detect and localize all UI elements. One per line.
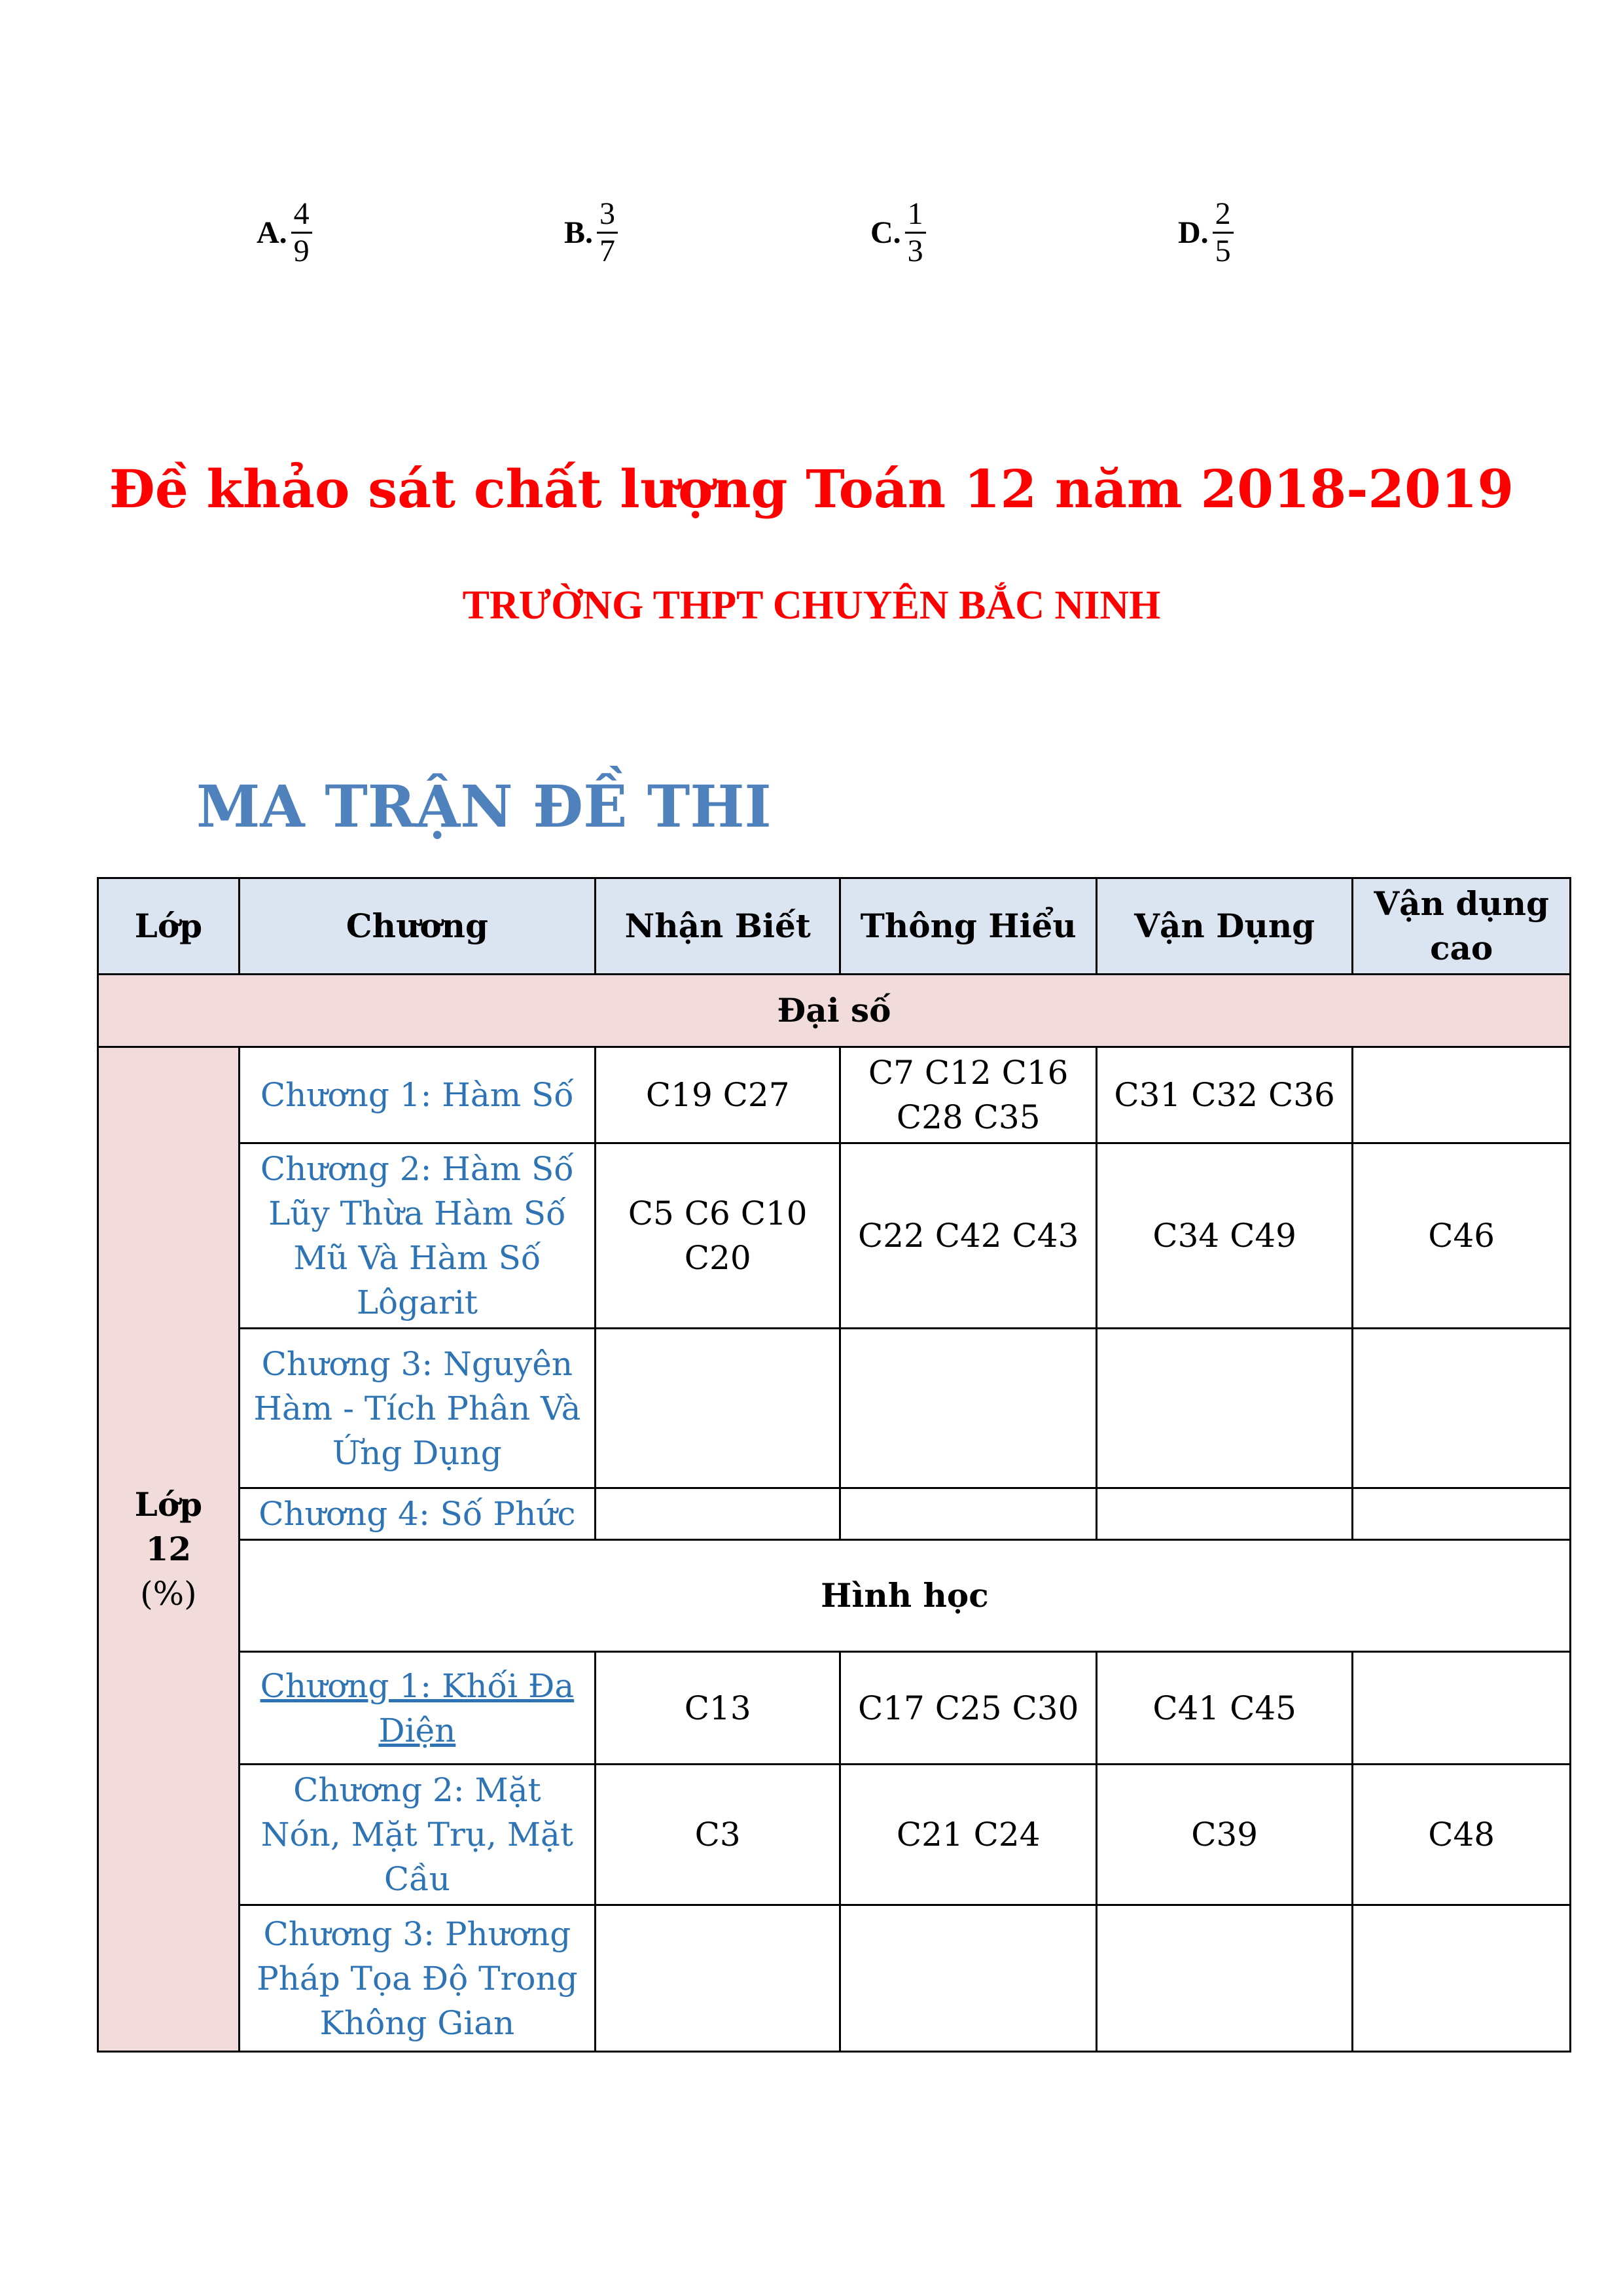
answer-a-numerator: 4 [291,196,312,234]
answer-d-label: D. [1178,215,1209,250]
cell-recognition: C3 [595,1765,840,1905]
answer-c-label: C. [870,215,901,250]
cell-understanding: C22 C42 C43 [840,1143,1097,1329]
cell-recognition: C5 C6 C10 C20 [595,1143,840,1329]
answer-options [0,196,1623,295]
chapter-link[interactable]: Chương 2: Mặt Nón, Mặt Trụ, Mặt Cầu [239,1765,595,1905]
header-application: Vận Dụng [1096,878,1352,975]
cell-application: C31 C32 C36 [1096,1047,1352,1143]
school-name: TRƯỜNG THPT CHUYÊN BẮC NINH [462,583,1161,628]
answer-b-numerator: 3 [597,196,618,234]
cell-recognition: C19 C27 [595,1047,840,1143]
answer-c-denominator: 3 [907,234,923,268]
answer-c-numerator: 1 [905,196,926,234]
header-grade: Lớp [98,878,240,975]
answer-d-numerator: 2 [1213,196,1234,234]
cell-application: C41 C45 [1096,1652,1352,1765]
table-header-row [98,878,1571,975]
cell-recognition [595,1329,840,1488]
cell-understanding [840,1488,1097,1540]
answer-b[interactable] [564,196,618,269]
grade-number: 12 [145,1530,192,1568]
table-row [98,1329,1571,1488]
cell-understanding [840,1329,1097,1488]
cell-advanced [1353,1652,1571,1765]
cell-recognition [595,1488,840,1540]
table-row [98,1143,1571,1329]
table-row [98,1488,1571,1540]
chapter-link[interactable]: Chương 3: Phương Pháp Tọa Độ Trong Không Gian [239,1905,595,2052]
cell-understanding: C21 C24 [840,1765,1097,1905]
chapter-link[interactable]: Chương 4: Số Phức [239,1488,595,1540]
section-row-algebra [98,975,1571,1047]
table-row [98,1652,1571,1765]
cell-application: C34 C49 [1096,1143,1352,1329]
header-recognition: Nhận Biết [595,878,840,975]
grade-cell [98,1047,240,2052]
chapter-link[interactable] [239,1652,595,1765]
chapter-link-text[interactable]: Chương 1: Khối Đa Diện [260,1666,575,1749]
cell-application [1096,1329,1352,1488]
cell-advanced: C46 [1353,1143,1571,1329]
table-row [98,1905,1571,2052]
chapter-link[interactable]: Chương 1: Hàm Số [239,1047,595,1143]
cell-advanced [1353,1047,1571,1143]
header-chapter: Chương [239,878,595,975]
cell-application: C39 [1096,1765,1352,1905]
cell-understanding: C7 C12 C16 C28 C35 [840,1047,1097,1143]
cell-advanced [1353,1329,1571,1488]
table-row [98,1765,1571,1905]
answer-b-denominator: 7 [599,234,616,268]
grade-unit: (%) [140,1575,197,1613]
cell-understanding: C17 C25 C30 [840,1652,1097,1765]
answer-c[interactable] [870,196,926,269]
answer-a-fraction [291,196,312,269]
cell-advanced [1353,1905,1571,2052]
chapter-link[interactable]: Chương 3: Nguyên Hàm - Tích Phân Và Ứng Dụng [239,1329,595,1488]
header-advanced-application: Vận dụng cao [1353,878,1571,975]
section-label-algebra: Đại số [98,975,1571,1047]
cell-application [1096,1488,1352,1540]
matrix-heading: MA TRẬN ĐỀ THI [196,772,772,840]
header-understanding: Thông Hiểu [840,878,1097,975]
cell-advanced [1353,1488,1571,1540]
table-row [98,1047,1571,1143]
cell-recognition [595,1905,840,2052]
cell-recognition: C13 [595,1652,840,1765]
answer-b-fraction [597,196,618,269]
answer-d-fraction [1213,196,1234,269]
answer-a[interactable] [257,196,312,269]
answer-c-fraction [905,196,926,269]
chapter-link[interactable]: Chương 2: Hàm Số Lũy Thừa Hàm Số Mũ Và Hàm Số Lôgarit [239,1143,595,1329]
section-label-geometry: Hình học [239,1540,1570,1652]
answer-d-denominator: 5 [1215,234,1231,268]
exam-matrix-table [97,877,1571,2053]
answer-d[interactable] [1178,196,1234,269]
cell-advanced: C48 [1353,1765,1571,1905]
grade-label: Lớp [134,1485,203,1524]
cell-understanding [840,1905,1097,2052]
document-title: Đề khảo sát chất lượng Toán 12 năm 2018-2019 [109,458,1514,520]
answer-a-denominator: 9 [293,234,310,268]
section-row-geometry [98,1540,1571,1652]
answer-b-label: B. [564,215,594,250]
cell-application [1096,1905,1352,2052]
answer-a-label: A. [257,215,287,250]
